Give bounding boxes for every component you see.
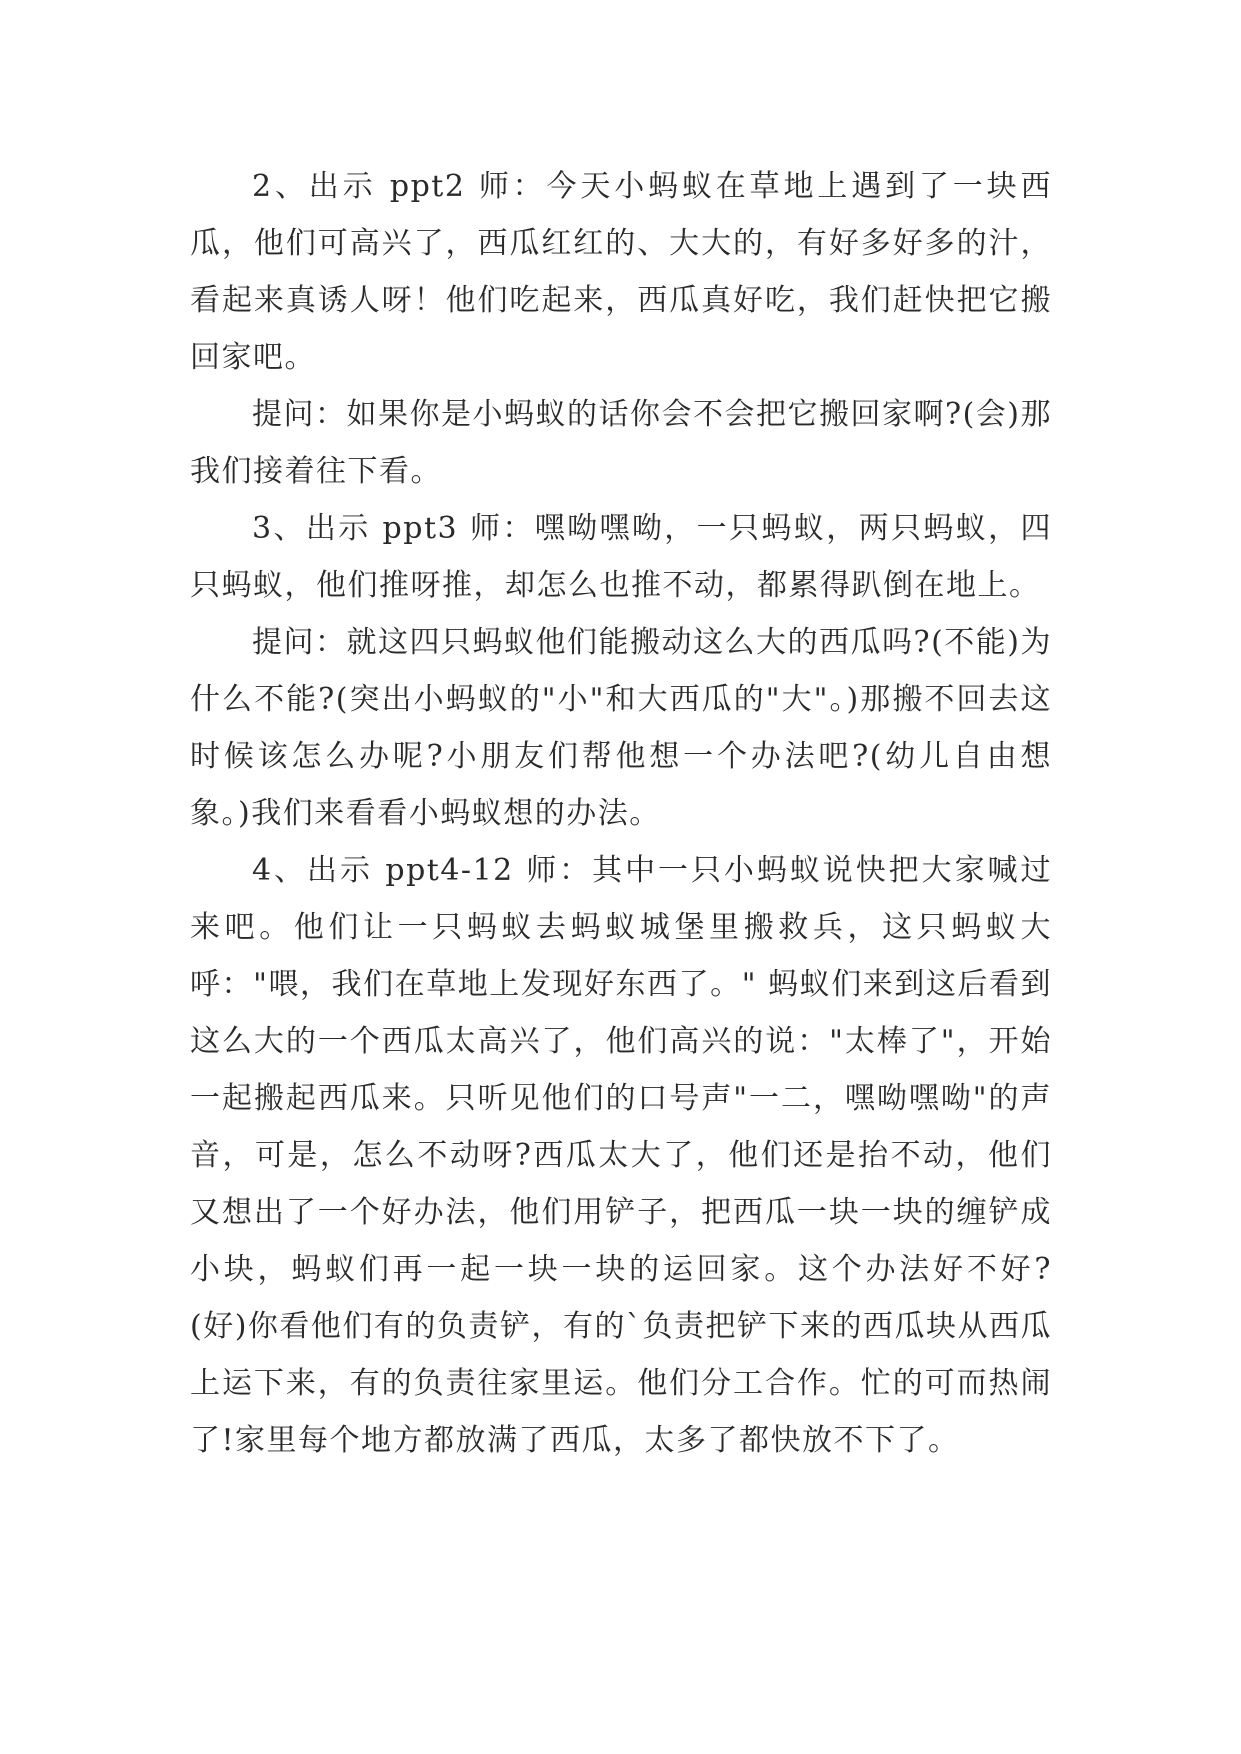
document-body (190, 158, 1052, 1469)
paragraph-question-2: 提问：就这四只蚂蚁他们能搬动这么大的西瓜吗?(不能)为什么不能?(突出小蚂蚁的"小"和大西瓜的"大"。)那搬不回去这时候该怎么办呢?小朋友们帮他想一个办法吧?(幼儿自由想象。)我们来看看小蚂蚁想的办法。 (190, 625, 1052, 831)
paragraph-question-1: 提问：如果你是小蚂蚁的话你会不会把它搬回家啊?(会)那我们接着往下看。 (190, 397, 1052, 489)
paragraph-step-3: 3、出示 ppt3 师：嘿呦嘿呦，一只蚂蚁，两只蚂蚁，四只蚂蚁，他们推呀推，却怎么也推不动，都累得趴倒在地上。 (190, 511, 1052, 603)
paragraph-step-4: 4、出示 ppt4-12 师：其中一只小蚂蚁说快把大家喊过来吧。他们让一只蚂蚁去蚂蚁城堡里搬救兵，这只蚂蚁大呼："喂，我们在草地上发现好东西了。" 蚂蚁们来到这后看到这么大的一个西瓜太高兴了，他们高兴的说："太棒了"，开始一起搬起西瓜来。只听见他们的口号声"一二，嘿呦嘿呦"的声音，可是，怎么不动呀?西瓜太大了，他们还是抬不动，他们又想出了一个好办法，他们用铲子，把西瓜一块一块的缠铲成小块，蚂蚁们再一起一块一块的运回家。这个办法好不好?(好)你看他们有的负责铲，有的`负责把铲下来的西瓜块从西瓜上运下来，有的负责往家里运。他们分工合作。忙的可而热闹了!家里每个地方都放满了西瓜，太多了都快放不下了。 (190, 853, 1052, 1458)
paragraph-step-2: 2、出示 ppt2 师：今天小蚂蚁在草地上遇到了一块西瓜，他们可高兴了，西瓜红红的、大大的，有好多好多的汁，看起来真诱人呀！他们吃起来，西瓜真好吃，我们赶快把它搬回家吧。 (190, 169, 1052, 375)
